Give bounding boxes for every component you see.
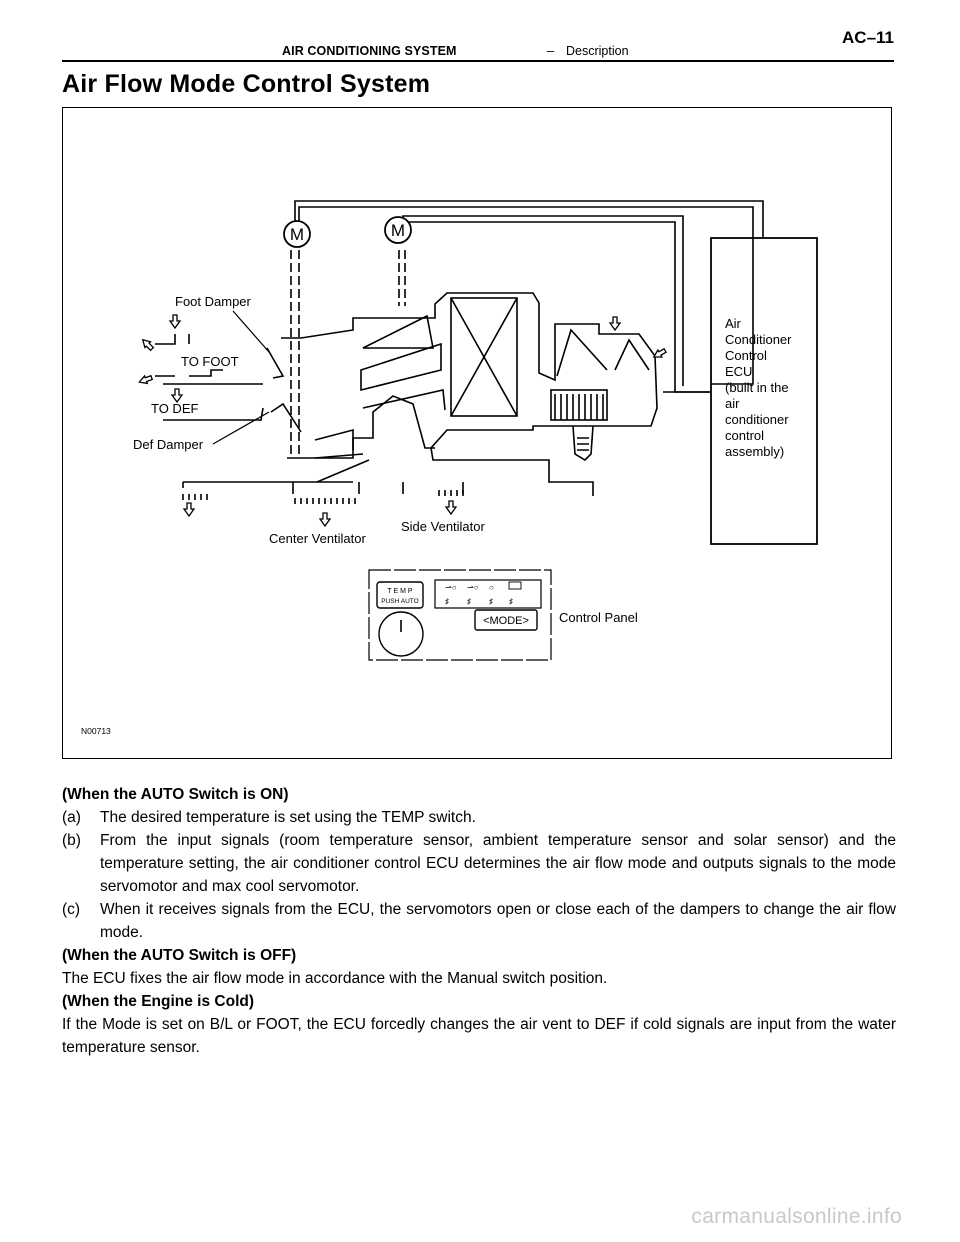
def-damper-label: Def Damper bbox=[133, 437, 204, 452]
ecu-line-1: Air bbox=[725, 316, 741, 331]
item-b-label: (b) bbox=[62, 832, 81, 849]
description-text bbox=[62, 783, 896, 1059]
center-ventilator-label: Center Ventilator bbox=[269, 531, 366, 546]
svg-text:○: ○ bbox=[489, 583, 494, 592]
control-panel bbox=[369, 570, 638, 660]
servomotor-2 bbox=[385, 217, 411, 243]
auto-off-text: The ECU fixes the air flow mode in accordance with the Manual switch position. bbox=[62, 970, 608, 987]
ecu-line-2: Conditioner bbox=[725, 332, 792, 347]
duct-housing bbox=[155, 293, 657, 504]
cold-text: If the Mode is set on B/L or FOOT, the ECU forcedly changes the air vent to DEF if cold signals are input from the water temperature sensor. bbox=[62, 1016, 896, 1056]
page-title: Air Flow Mode Control System bbox=[62, 70, 431, 98]
item-a-text: The desired temperature is set using the TEMP switch. bbox=[100, 809, 476, 826]
ecu-line-9: assembly) bbox=[725, 444, 785, 459]
ecu-line-5: (built in the bbox=[725, 380, 789, 395]
page-number: AC–11 bbox=[842, 28, 894, 47]
item-a-label: (a) bbox=[62, 809, 81, 826]
mode-indicator-icons bbox=[445, 582, 521, 606]
watermark: carmanualsonline.info bbox=[691, 1205, 902, 1228]
item-b-text: From the input signals (room temperature sensor, ambient temperature sensor and solar sensor) and the temperature setting, the air conditioner control ECU determines the air flow mode and outputs signals to the mode servomotor and max cool servomotor. bbox=[100, 832, 896, 895]
svg-text:♯: ♯ bbox=[509, 597, 513, 606]
temp-switch-label: T E M P bbox=[387, 588, 413, 595]
push-auto-label: PUSH AUTO bbox=[381, 598, 419, 605]
temp-dial bbox=[379, 612, 423, 656]
header-section: AIR CONDITIONING SYSTEM bbox=[282, 44, 457, 58]
side-ventilator-label: Side Ventilator bbox=[401, 519, 485, 534]
servomotor-1 bbox=[284, 221, 310, 247]
svg-text:♯: ♯ bbox=[467, 597, 471, 606]
list-item-c bbox=[62, 898, 896, 944]
ecu-label bbox=[725, 316, 792, 459]
auto-off-heading: (When the AUTO Switch is OFF) bbox=[62, 947, 297, 964]
item-c-label: (c) bbox=[62, 901, 81, 918]
ecu-line-6: air bbox=[725, 396, 740, 411]
header-separator: – bbox=[547, 43, 555, 58]
control-panel-label: Control Panel bbox=[559, 610, 638, 625]
figure-code: N00713 bbox=[81, 726, 111, 736]
air-flow-diagram bbox=[62, 107, 892, 759]
item-c-text: When it receives signals from the ECU, the servomotors open or close each of the dampers to change the air flow mode. bbox=[100, 901, 896, 941]
svg-text:♯: ♯ bbox=[489, 597, 493, 606]
ecu-line-3: Control bbox=[725, 348, 767, 363]
diagram-svg bbox=[63, 108, 893, 760]
list-item-b bbox=[62, 829, 896, 898]
ecu-line-7: conditioner bbox=[725, 412, 789, 427]
foot-damper-label: Foot Damper bbox=[175, 294, 251, 309]
page-header bbox=[62, 28, 894, 62]
motor-2-label: M bbox=[390, 221, 406, 240]
ecu-line-8: control bbox=[725, 428, 765, 443]
svg-text:⇀○: ⇀○ bbox=[467, 583, 479, 592]
to-def-label: TO DEF bbox=[151, 401, 199, 416]
diagram-wiring bbox=[291, 201, 763, 458]
ecu-line-4: ECU bbox=[725, 364, 753, 379]
header-subsection: Description bbox=[566, 44, 629, 58]
header-rule bbox=[62, 60, 894, 62]
list-item-a bbox=[62, 806, 896, 829]
auto-on-heading: (When the AUTO Switch is ON) bbox=[62, 786, 289, 803]
svg-text:♯: ♯ bbox=[445, 597, 449, 606]
motor-1-label: M bbox=[289, 225, 305, 244]
svg-text:⇀○: ⇀○ bbox=[445, 583, 457, 592]
mode-button-label: <MODE> bbox=[483, 615, 529, 627]
cold-heading: (When the Engine is Cold) bbox=[62, 993, 255, 1010]
to-foot-label: TO FOOT bbox=[181, 354, 239, 369]
